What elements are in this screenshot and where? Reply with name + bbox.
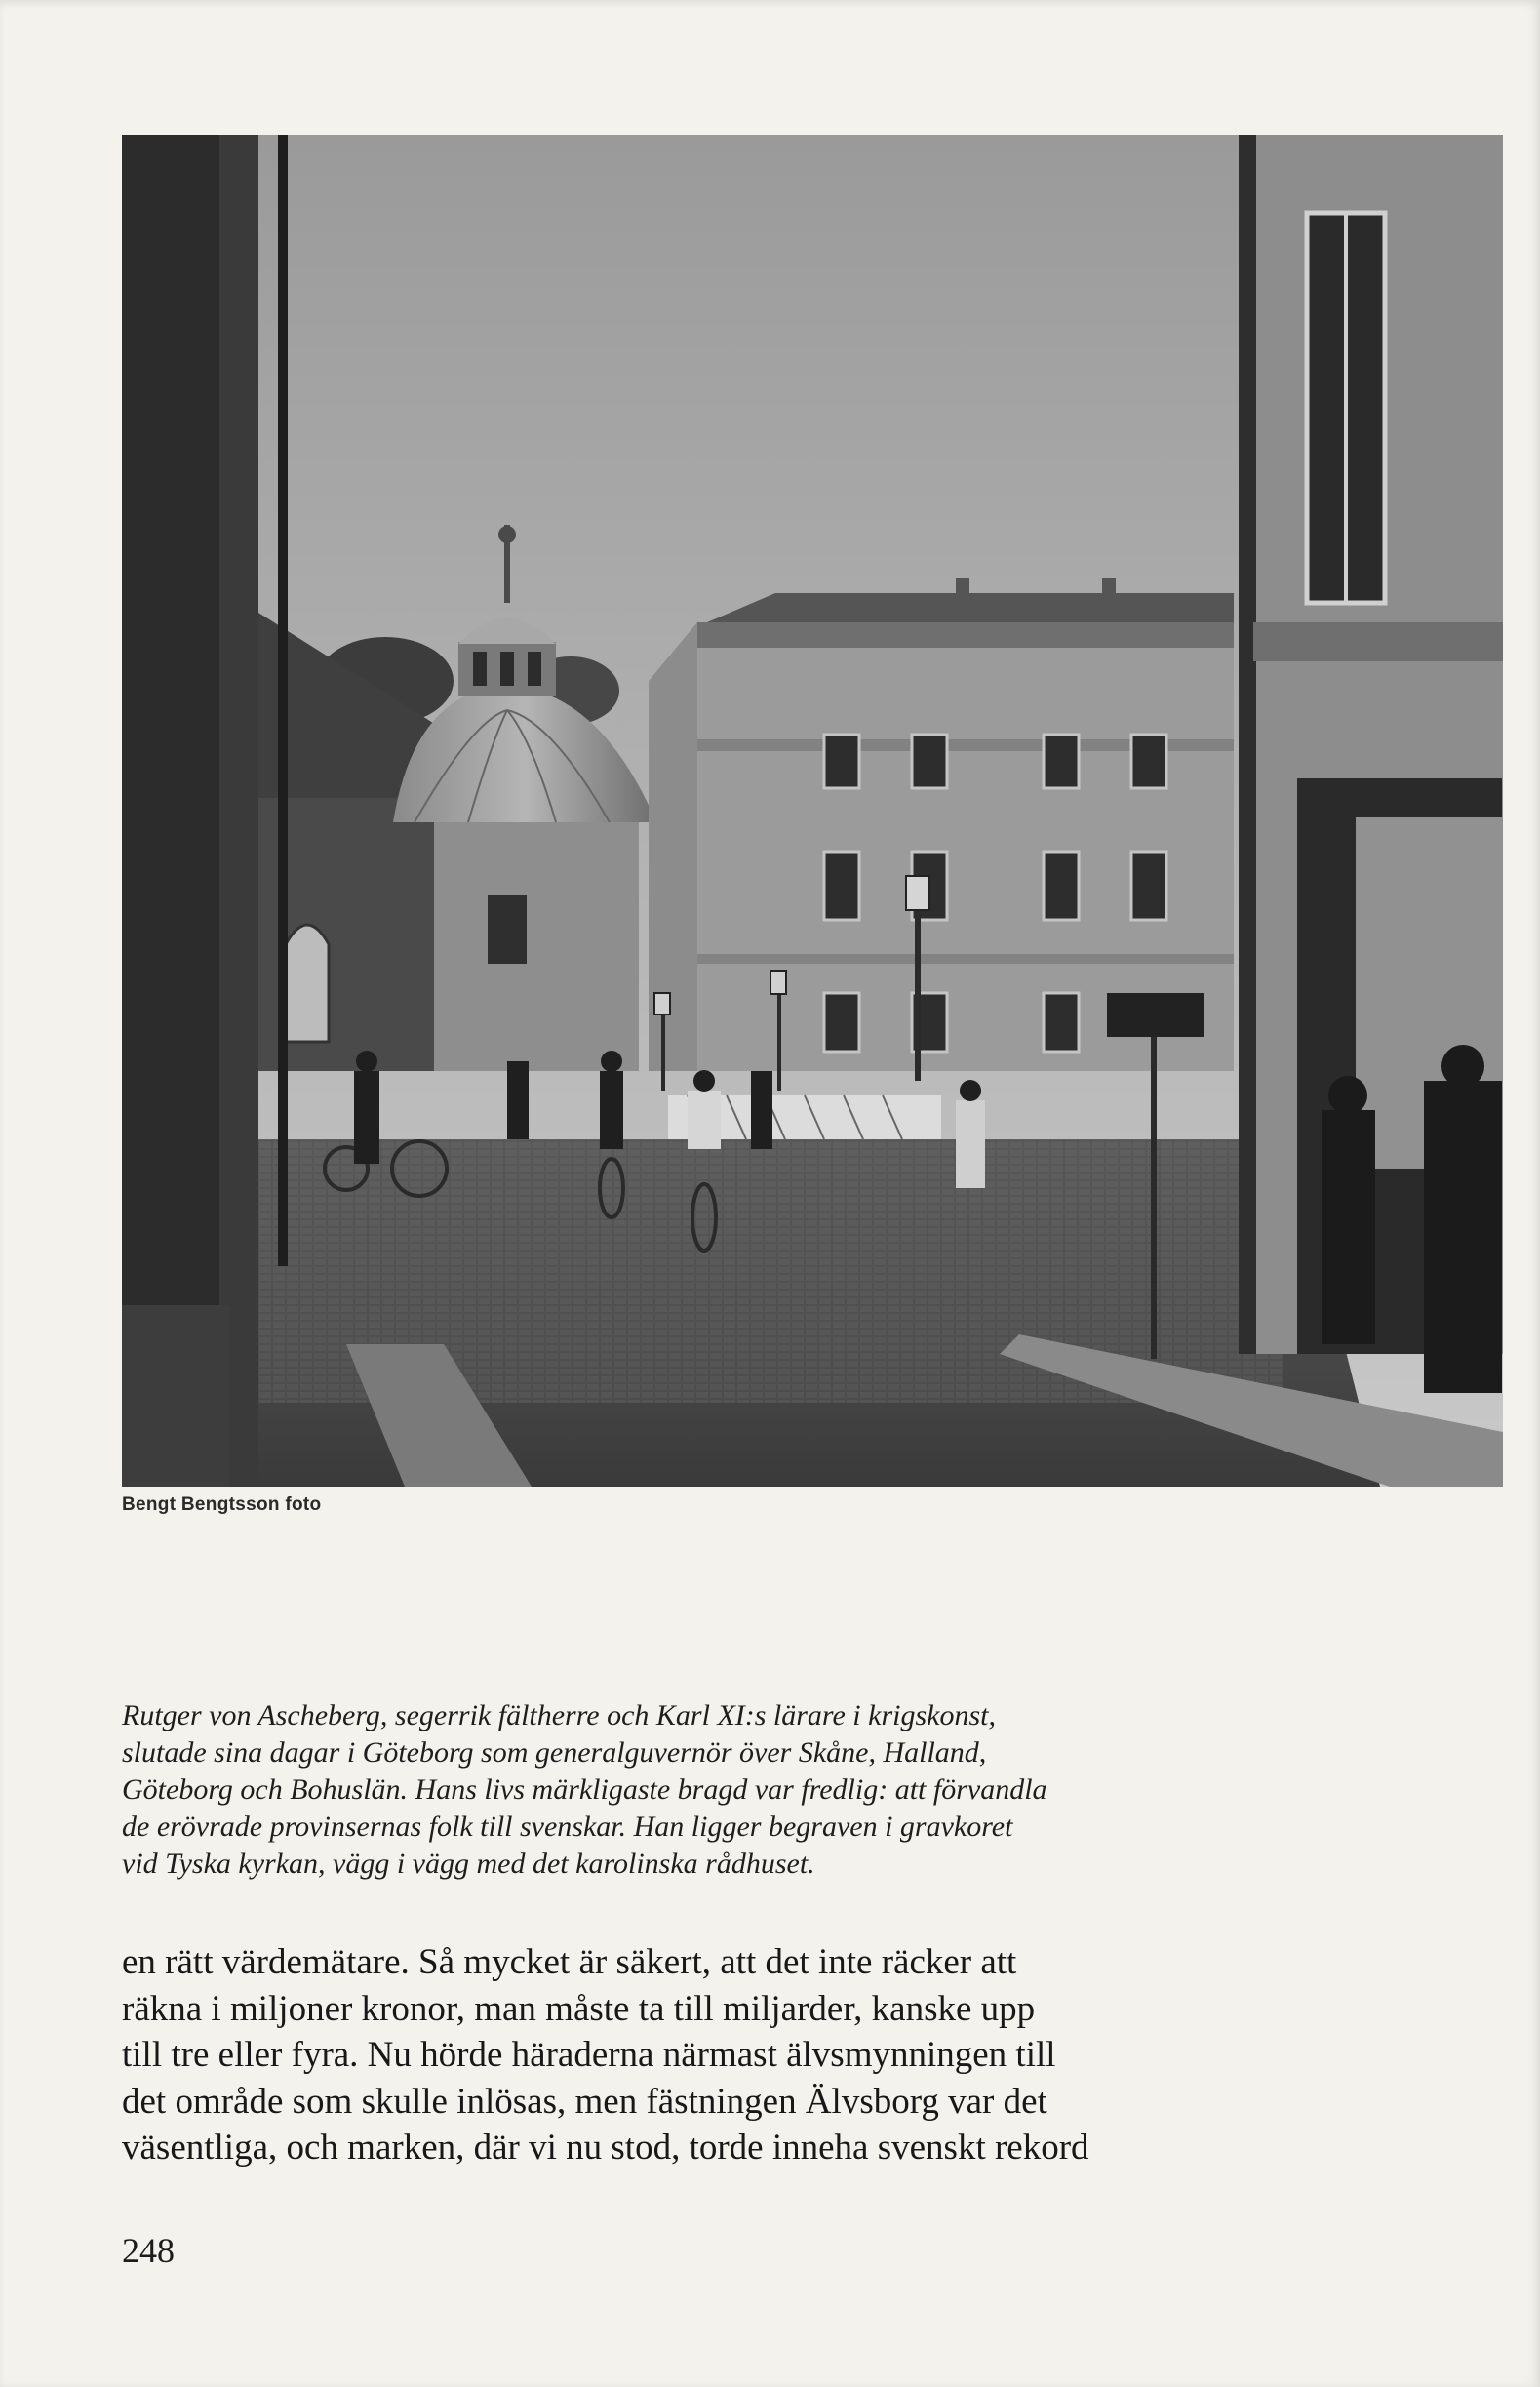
body-line: väsentliga, och marken, där vi nu stod, torde inneha svenskt rekord (122, 2128, 1089, 2168)
photo-caption (122, 1697, 1244, 1883)
page-number: 248 (122, 2231, 175, 2270)
body-line: en rätt värdemätare. Så mycket är säkert, att det inte räcker att (122, 1942, 1017, 1982)
street-scene-photo (122, 135, 1503, 1487)
caption-line: de erövrade provinsernas folk till svenskar. Han ligger begraven i gravkoret (122, 1810, 1013, 1843)
caption-line: vid Tyska kyrkan, vägg i vägg med det karolinska rådhuset. (122, 1848, 815, 1880)
body-paragraph (122, 1939, 1370, 2171)
body-line: till tre eller fyra. Nu hörde häraderna närmast älvsmynningen till (122, 2035, 1056, 2075)
caption-line: Göteborg och Bohuslän. Hans livs märkligaste bragd var fredlig: att förvandla (122, 1773, 1047, 1806)
street-scene-photo-icon (122, 135, 1503, 1487)
caption-line: slutade sina dagar i Göteborg som generalguvernör över Skåne, Halland, (122, 1736, 987, 1769)
photo-credit: Bengt Bengtsson foto (122, 1494, 322, 1515)
body-line: det område som skulle inlösas, men fästningen Älvsborg var det (122, 2081, 1047, 2122)
caption-line: Rutger von Ascheberg, segerrik fältherre och Karl XI:s lärare i krigskonst, (122, 1699, 996, 1731)
body-line: räkna i miljoner kronor, man måste ta till miljarder, kanske upp (122, 1988, 1036, 2029)
